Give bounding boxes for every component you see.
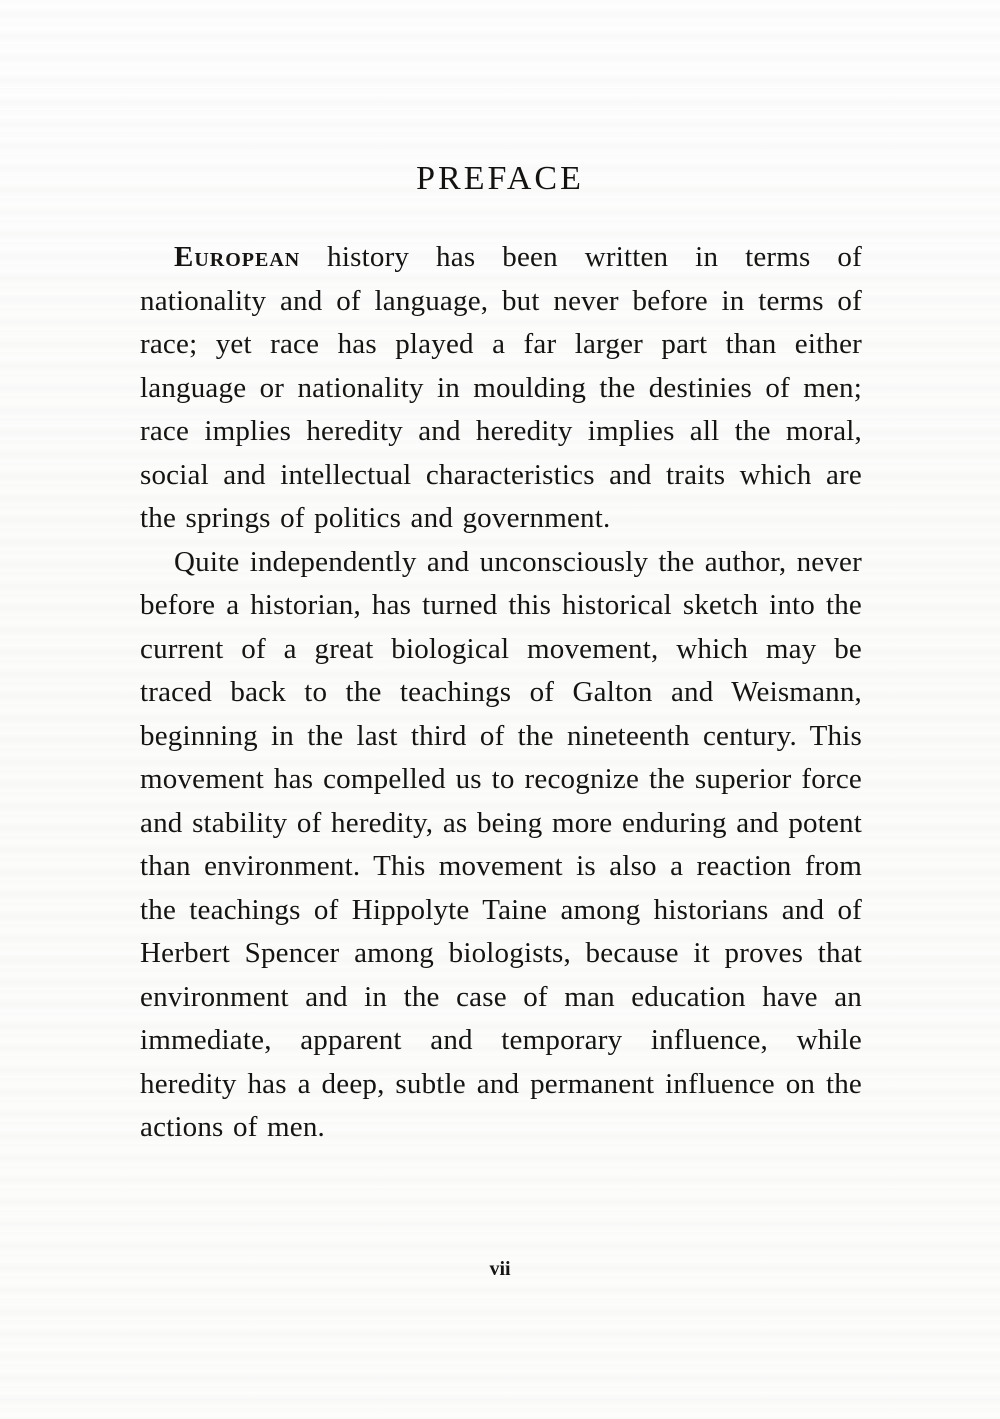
paragraph-2-text: Quite independently and unconsciously the author, never before a historian, has turned this historical sketch into the current of a great biological movement, which may be traced back to the teachings of Galton and Weismann, beginning in the last third of the nineteenth century. This movement has compelled us to recognize the superior force and stability of heredity, as being more enduring and potent than environment. This movement is also a reaction from the teachings of Hippolyte Taine among historians and of Herbert Spencer among biologists, because it proves that environment and in the case of man education have an immediate, apparent and temporary influence, while heredity has a deep, subtle and permanent influence on the actions of men. xyxy=(140,545,862,1143)
paragraph-1-text: history has been written in terms of nationality and of language, but never before in terms of race; yet race has played a far larger part than either language or nationality in moulding the destinies of men; race implies heredity and heredity implies all the moral, social and intellectual characteristics and traits which are the springs of politics and government. xyxy=(140,241,862,534)
paragraph-1-lead-word: European xyxy=(174,241,301,273)
text-block xyxy=(140,236,862,1150)
paragraph-2 xyxy=(140,541,862,1150)
paragraph-1 xyxy=(140,236,862,541)
page-title: PREFACE xyxy=(416,160,584,197)
page-number: vii xyxy=(489,1258,511,1280)
